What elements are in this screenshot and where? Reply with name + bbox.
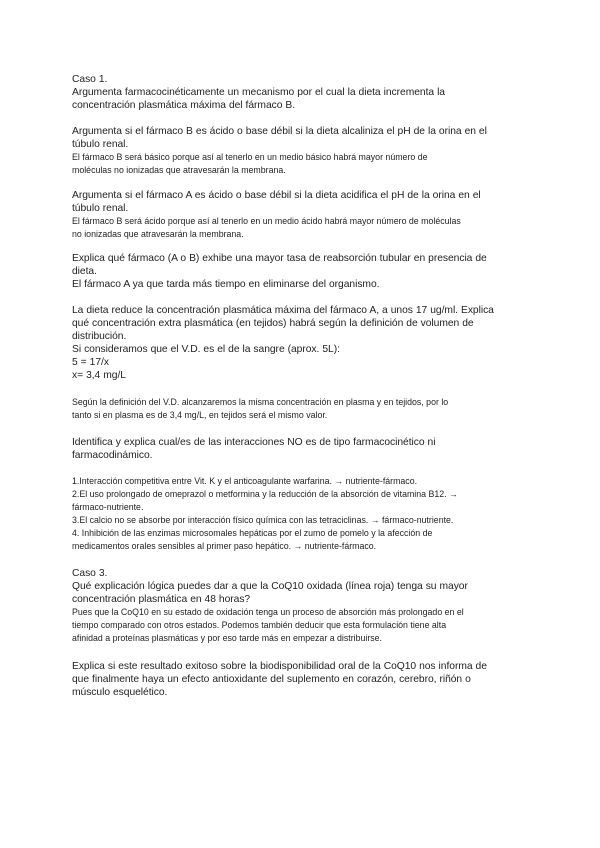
caso3-question-2	[72, 660, 532, 699]
text-line: fármaco-nutriente.	[72, 502, 144, 512]
caso1-heading: Caso 1.	[72, 74, 108, 85]
text-line: músculo esquelético.	[72, 687, 168, 698]
text-line: 1.Interacción competitiva entre Vit. K y el anticoagulante warfarina. → nutriente-fármaco.	[72, 476, 418, 486]
text-line: dieta.	[72, 266, 97, 277]
text-line: Si consideramos que el V.D. es el de la sangre (aprox. 5L):	[72, 344, 340, 355]
text-line: afinidad a proteínas plasmáticas y por eso tarde más en empezar a distribuirse.	[72, 633, 383, 643]
caso3-question-2-block	[72, 660, 532, 699]
text-line: que finalmente haya un efecto antioxidante del suplemento en corazón, cerebro, riñón o	[72, 674, 471, 685]
text-line: Qué explicación lógica puedes dar a que la CoQ10 oxidada (línea roja) tenga su mayor	[72, 581, 468, 592]
text-line: Argumenta farmacocinéticamente un mecanismo por el cual la dieta incrementa la	[72, 87, 445, 98]
caso1-answer-5-block	[72, 396, 532, 422]
caso1-question-6-block	[72, 436, 532, 462]
text-line: túbulo renal.	[72, 139, 129, 150]
text-line: tiempo comparado con otros estados. Podemos también deducir que esta formulación tiene alta	[72, 620, 447, 630]
caso1-question-5	[72, 304, 532, 382]
text-line: Argumenta si el fármaco A es ácido o base débil si la dieta acidifica el pH de la orina en el	[72, 190, 481, 201]
caso1-question-1	[72, 86, 532, 112]
caso1-question-3	[72, 189, 532, 215]
text-line: Pues que la CoQ10 en su estado de oxidación tenga un proceso de absorción más prolongado en el	[72, 607, 464, 617]
caso3-heading: Caso 3.	[72, 568, 108, 579]
text-line: 4. Inhibición de las enzimas microsomales hepáticas por el zumo de pomelo y la afección de	[72, 528, 433, 538]
text-line: 2.El uso prolongado de omeprazol o metformina y la reducción de la absorción de vitamina B12. →	[72, 489, 458, 499]
caso1-heading-block	[72, 73, 532, 112]
caso1-question-5-block	[72, 304, 532, 382]
caso3-block	[72, 567, 532, 645]
caso3-answer-1	[72, 606, 532, 645]
text-line: El fármaco B será básico porque así al tenerlo en un medio básico habrá mayor número de	[72, 152, 428, 162]
text-line: 5 = 17/x	[72, 357, 109, 368]
document-body	[72, 73, 532, 699]
caso1-question-2	[72, 125, 532, 151]
text-line: medicamentos orales sensibles al primer paso hepático. → nutriente-fármaco.	[72, 541, 377, 551]
caso1-question-2-block	[72, 125, 532, 177]
text-line: Según la definición del V.D. alcanzaremos la misma concentración en plasma y en tejidos, por lo	[72, 397, 449, 407]
text-line: farmacodinámico.	[72, 450, 153, 461]
text-line: tanto si en plasma es de 3,4 mg/L, en tejidos será el mismo valor.	[72, 410, 328, 420]
text-line: distribución.	[72, 331, 127, 342]
text-line: La dieta reduce la concentración plasmática máxima del fármaco A, a unos 17 ug/ml. Explica	[72, 305, 494, 316]
text-line: El fármaco B será ácido porque así al tenerlo en un medio ácido habrá mayor número de moléculas	[72, 216, 461, 226]
text-line: Explica si este resultado exitoso sobre la biodisponibilidad oral de la CoQ10 nos informa de	[72, 661, 487, 672]
text-line: Argumenta si el fármaco B es ácido o base débil si la dieta alcaliniza el pH de la orina en el	[72, 126, 487, 137]
text-line: concentración plasmática máxima del fármaco B.	[72, 100, 296, 111]
text-line: túbulo renal.	[72, 203, 129, 214]
text-line: El fármaco A ya que tarda más tiempo en eliminarse del organismo.	[72, 279, 380, 290]
text-line: Identifica y explica cual/es de las interacciones NO es de tipo farmacocinético ni	[72, 437, 436, 448]
text-line: Explica qué fármaco (A o B) exhibe una mayor tasa de reabsorción tubular en presencia de	[72, 253, 487, 264]
caso1-question-6	[72, 436, 532, 462]
caso1-answer-3	[72, 215, 532, 241]
caso1-question-4	[72, 252, 532, 291]
caso1-question-3-block	[72, 189, 532, 241]
text-line: no ionizadas que atravesarán la membrana.	[72, 229, 244, 239]
text-line: x= 3,4 mg/L	[72, 370, 126, 381]
caso1-answer-6	[72, 475, 532, 553]
caso1-answer-6-block	[72, 475, 532, 553]
text-line: 3.El calcio no se absorbe por interacción físico química con las tetraciclinas. → fármaco-nutriente.	[72, 515, 454, 525]
text-line: concentración plasmática en 48 horas?	[72, 594, 251, 605]
caso3-question-1	[72, 580, 532, 606]
caso1-answer-5	[72, 396, 532, 422]
caso1-question-4-block	[72, 252, 532, 291]
text-line: qué concentración extra plasmática (en tejidos) habrá según la definición de volumen de	[72, 318, 474, 329]
caso1-answer-2	[72, 151, 532, 177]
text-line: moléculas no ionizadas que atravesarán la membrana.	[72, 165, 286, 175]
